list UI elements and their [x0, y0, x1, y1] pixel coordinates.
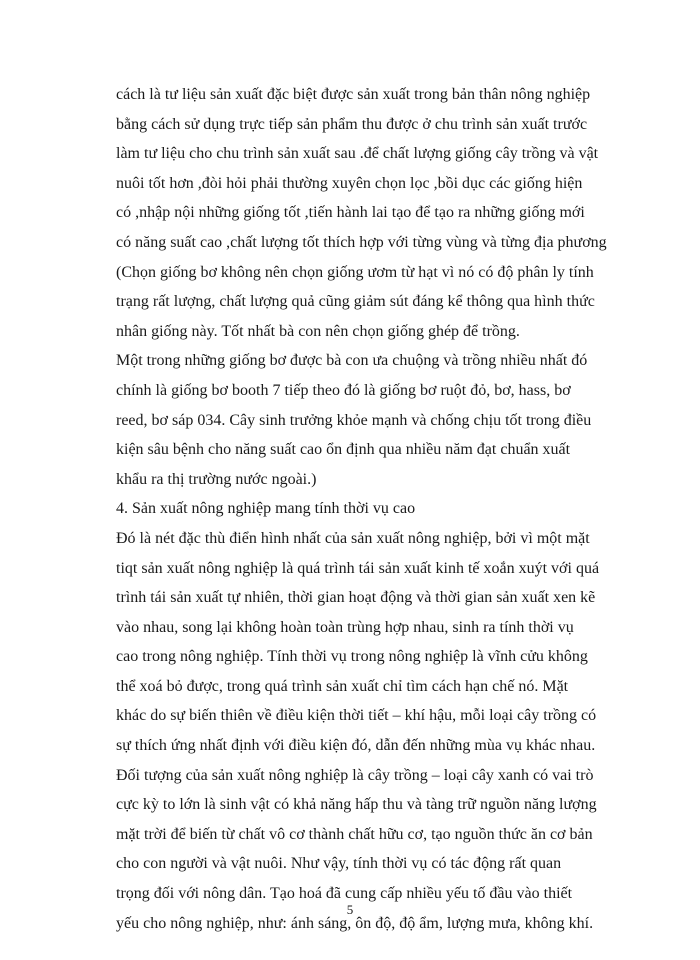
text-line: cao trong nông nghiệp. Tính thời vụ trong nông nghiệp là vĩnh cửu không [116, 648, 588, 666]
page-number: 5 [346, 902, 354, 917]
text-line: trọng đối với nông dân. Tạo hoá đã cung cấp nhiều yếu tố đầu vào thiết [116, 885, 573, 903]
text-line: reed, bơ sáp 034. Cây sinh trưởng khỏe mạnh và chống chịu tốt trong điều [116, 411, 592, 429]
text-line: Đối tượng của sản xuất nông nghiệp là cây trồng – loại cây xanh có vai trò [116, 766, 594, 784]
text-line: bằng cách sử dụng trực tiếp sản phẩm thu được ở chu trình sản xuất trước [116, 115, 588, 133]
text-line: nuôi tốt hơn ,đòi hỏi phải thường xuyên chọn lọc ,bồi dục các giống hiện [116, 174, 583, 192]
text-line: cách là tư liệu sản xuất đặc biệt được sản xuất trong bản thân nông nghiệp [116, 86, 591, 103]
text-line: có năng suất cao ,chất lượng tốt thích hợp với từng vùng và từng địa phương [116, 233, 607, 251]
text-line: có ,nhập nội những giống tốt ,tiến hành lai tạo để tạo ra những giống mới [116, 204, 585, 222]
text-line: mặt trời để biến từ chất vô cơ thành chất hữu cơ, tạo nguồn thức ăn cơ bản [116, 825, 593, 843]
text-line: trình tái sản xuất tự nhiên, thời gian hoạt động và thời gian sản xuất xen kẽ [116, 589, 596, 607]
text-line: 4. Sản xuất nông nghiệp mang tính thời vụ cao [116, 500, 416, 518]
text-line: khẩu ra thị trường nước ngoài.) [116, 470, 317, 488]
text-line: cực kỳ to lớn là sinh vật có khả năng hấp thu và tàng trữ nguồn năng lượng [116, 796, 597, 814]
text-line: yếu cho nông nghiệp, như: ánh sáng, ôn độ, độ ẩm, lượng mưa, không khí. [116, 914, 594, 932]
text-line: chính là giống bơ booth 7 tiếp theo đó là giống bơ ruột đỏ, bơ, hass, bơ [116, 381, 571, 399]
text-line: khác do sự biến thiên về điều kiện thời tiết – khí hậu, mỗi loại cây trồng có [116, 707, 597, 725]
text-line: sự thích ứng nhất định với điều kiện đó, dẫn đến những mùa vụ khác nhau. [116, 737, 596, 755]
text-line: kiện sâu bệnh cho năng suất cao ổn định qua nhiều năm đạt chuẩn xuất [116, 441, 571, 459]
text-line: vào nhau, song lại không hoàn toàn trùng hợp nhau, sinh ra tính thời vụ [116, 618, 574, 636]
text-line: tiqt sản xuất nông nghiệp là quá trình tái sản xuất kinh tế xoắn xuýt với quá [116, 559, 600, 577]
text-line: cho con người và vật nuôi. Như vậy, tính thời vụ có tác động rất quan [116, 855, 562, 873]
text-line: (Chọn giống bơ không nên chọn giống ươm từ hạt vì nó có độ phân ly tính [116, 263, 594, 281]
text-line: làm tư liệu cho chu trình sản xuất sau .để chất lượng giống cây trồng và vật [116, 145, 599, 163]
text-line: Đó là nét đặc thù điển hình nhất của sản xuất nông nghiệp, bởi vì một mặt [116, 529, 590, 547]
text-line: thể xoá bỏ được, trong quá trình sản xuất chỉ tìm cách hạn chế nó. Mặt [116, 677, 569, 695]
text-line: Một trong những giống bơ được bà con ưa chuộng và trồng nhiều nhất đó [116, 352, 588, 370]
text-line: nhân giống này. Tốt nhất bà con nên chọn giống ghép để trồng. [116, 322, 520, 340]
text-line: trạng rất lượng, chất lượng quả cũng giảm sút đáng kể thông qua hình thức [116, 293, 595, 311]
body-text [116, 80, 616, 938]
